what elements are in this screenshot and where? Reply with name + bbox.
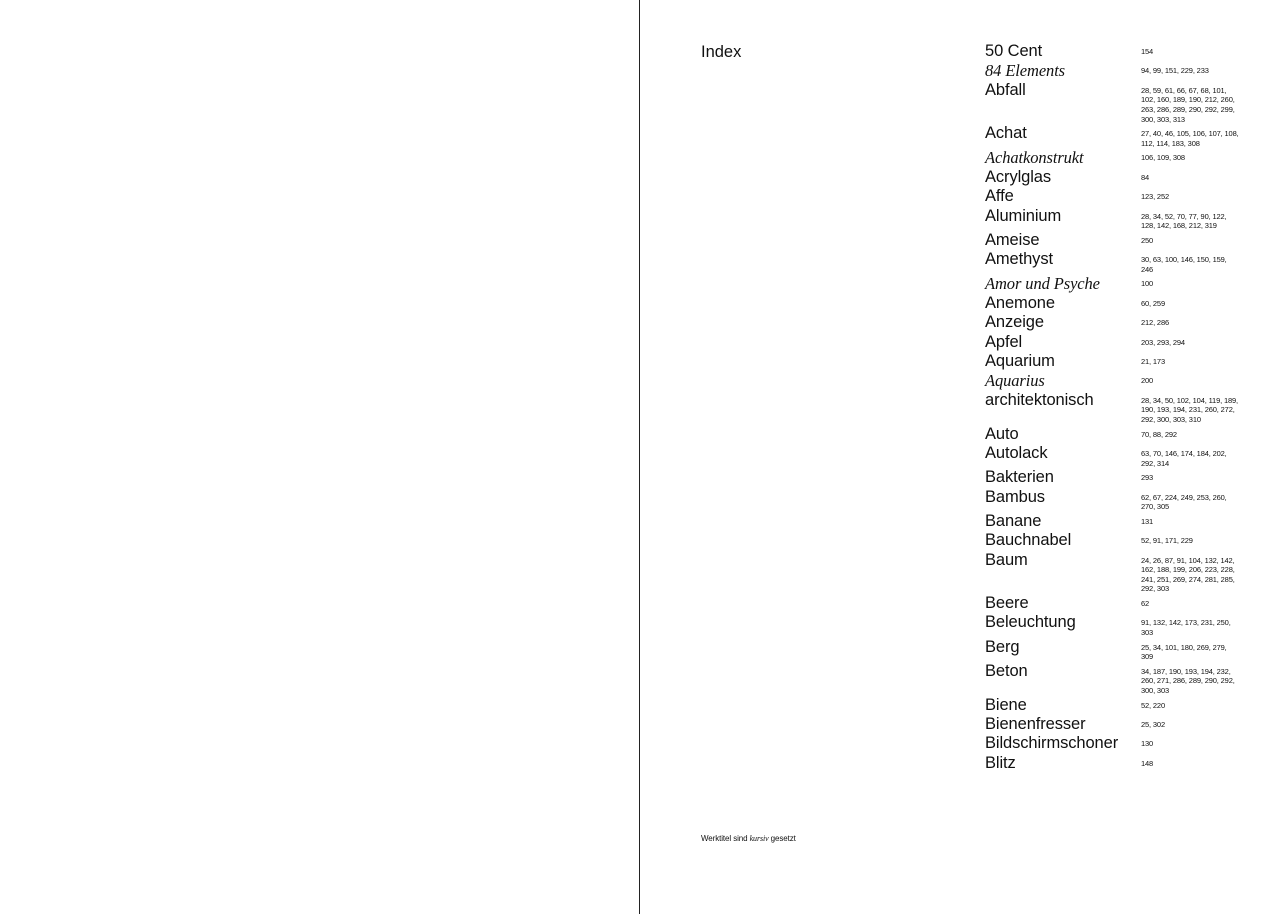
index-page-numbers: 250 (1141, 235, 1154, 245)
index-term: Bildschirmschoner (985, 734, 1119, 753)
index-page-numbers: 62, 67, 224, 249, 253, 260, 270, 305 (1141, 492, 1227, 512)
index-term: Bambus (985, 487, 1045, 506)
index-entry (985, 313, 1255, 332)
index-entry (985, 754, 1255, 773)
index-term: Aluminium (985, 206, 1062, 225)
index-page-numbers: 293 (1141, 473, 1154, 483)
index-term: Beere (985, 593, 1029, 612)
index-entry (985, 715, 1255, 734)
index-entry (985, 333, 1255, 352)
index-term: Ameise (985, 230, 1040, 249)
index-term-work-title: 84 Elements (985, 61, 1066, 81)
index-page-numbers: 25, 34, 101, 180, 269, 279, 309 (1141, 642, 1227, 662)
index-term-work-title: Amor und Psyche (985, 274, 1100, 294)
index-page-numbers: 34, 187, 190, 193, 194, 232, 260, 271, 286, 289, 290, 292, 300, 303 (1141, 666, 1235, 695)
index-page-numbers: 30, 63, 100, 146, 150, 159, 246 (1141, 255, 1227, 274)
index-entry (985, 638, 1255, 662)
index-term: Auto (985, 424, 1019, 443)
index-entry (985, 187, 1255, 206)
index-entry (985, 488, 1255, 512)
footnote-text-before: Werktitel sind (701, 834, 750, 843)
index-page-numbers: 52, 91, 171, 229 (1141, 536, 1193, 546)
index-term: architektonisch (985, 390, 1094, 409)
index-term: Biene (985, 695, 1027, 714)
index-page-numbers: 148 (1141, 758, 1154, 768)
index-term: Anzeige (985, 313, 1044, 332)
index-term: Banane (985, 511, 1042, 530)
index-page-numbers: 131 (1141, 516, 1154, 526)
index-page-numbers: 212, 286 (1141, 318, 1169, 328)
index-term: Bauchnabel (985, 531, 1072, 550)
index-entry (985, 551, 1255, 594)
index-page-numbers: 154 (1141, 47, 1154, 56)
index-term: Achat (985, 124, 1027, 143)
index-term: Aquarium (985, 352, 1055, 370)
index-entry (985, 274, 1255, 293)
index-term: Autolack (985, 444, 1048, 462)
index-term: Bienenfresser (985, 714, 1086, 733)
index-entry (985, 371, 1255, 390)
index-page-numbers: 28, 34, 50, 102, 104, 119, 189, 190, 193, 194, 231, 260, 272, 292, 300, 303, 310 (1141, 395, 1238, 424)
index-entry (985, 124, 1255, 148)
index-page-numbers: 60, 259 (1141, 298, 1165, 308)
index-page-numbers: 200 (1141, 376, 1154, 386)
index-term: 50 Cent (985, 42, 1043, 60)
index-entry (985, 231, 1255, 250)
index-page-numbers: 123, 252 (1141, 192, 1169, 202)
footnote (701, 834, 796, 844)
index-entry (985, 42, 1255, 61)
index-page-numbers: 106, 109, 308 (1141, 153, 1185, 163)
index-page-numbers: 24, 26, 87, 91, 104, 132, 142, 162, 188, 199, 206, 223, 228, 241, 251, 269, 274, 281, 285, 292, 303 (1141, 555, 1235, 594)
index-entry (985, 613, 1255, 637)
index-term-work-title: Aquarius (985, 371, 1045, 391)
index-page-numbers: 21, 173 (1141, 357, 1165, 366)
index-entry (985, 148, 1255, 167)
index-entry (985, 81, 1255, 124)
index-term: Anemone (985, 293, 1055, 312)
index-term: Beton (985, 661, 1028, 680)
index-page-numbers: 27, 40, 46, 105, 106, 107, 108, 112, 114, 183, 308 (1141, 129, 1239, 148)
index-entry (985, 352, 1255, 371)
footnote-italic-word: kursiv (749, 834, 769, 843)
index-page-numbers: 94, 99, 151, 229, 233 (1141, 66, 1209, 76)
index-page-numbers: 100 (1141, 279, 1154, 289)
footnote-text-after: gesetzt (768, 834, 796, 843)
index-entry (985, 294, 1255, 313)
index-heading: Index (701, 43, 742, 61)
index-entry (985, 168, 1255, 187)
index-term: Bakterien (985, 468, 1054, 487)
index-page-numbers: 84 (1141, 172, 1150, 182)
index-term-work-title: Achatkonstrukt (985, 148, 1084, 168)
index-page-numbers: 91, 132, 142, 173, 231, 250, 303 (1141, 618, 1231, 637)
index-page-numbers: 52, 220 (1141, 700, 1165, 710)
index-term: Blitz (985, 753, 1016, 772)
index-entry (985, 207, 1255, 231)
index-term: Apfel (985, 332, 1023, 351)
index-page-numbers: 203, 293, 294 (1141, 337, 1185, 347)
index-entry (985, 734, 1255, 753)
index-term: Amethyst (985, 250, 1053, 269)
index-page-numbers: 28, 34, 52, 70, 77, 90, 122, 128, 142, 168, 212, 319 (1141, 211, 1227, 231)
index-entry (985, 662, 1255, 696)
index-term: Affe (985, 187, 1014, 206)
index-page-numbers: 63, 70, 146, 174, 184, 202, 292, 314 (1141, 449, 1227, 468)
index-page-numbers: 70, 88, 292 (1141, 429, 1177, 439)
index-term: Baum (985, 550, 1028, 569)
index-entry (985, 61, 1255, 80)
index-term: Berg (985, 637, 1020, 656)
index-entry (985, 512, 1255, 531)
index-entry (985, 594, 1255, 613)
index-term: Acrylglas (985, 167, 1052, 186)
index-term: Abfall (985, 80, 1026, 99)
index-page-numbers: 25, 302 (1141, 719, 1165, 729)
index-term: Beleuchtung (985, 613, 1076, 632)
index-entry-list (985, 42, 1255, 773)
index-entry (985, 425, 1255, 444)
index-entry (985, 468, 1255, 487)
index-entry (985, 444, 1255, 468)
index-page-numbers: 130 (1141, 739, 1154, 749)
index-entry (985, 531, 1255, 550)
index-page-numbers: 62 (1141, 598, 1150, 608)
index-page-numbers: 28, 59, 61, 66, 67, 68, 101, 102, 160, 189, 190, 212, 260, 263, 286, 289, 290, 292, 299, 300, 303, 313 (1141, 85, 1235, 124)
index-entry (985, 696, 1255, 715)
index-entry (985, 250, 1255, 274)
right-page (640, 0, 1279, 914)
left-page-blank (0, 0, 639, 914)
index-entry (985, 391, 1255, 425)
